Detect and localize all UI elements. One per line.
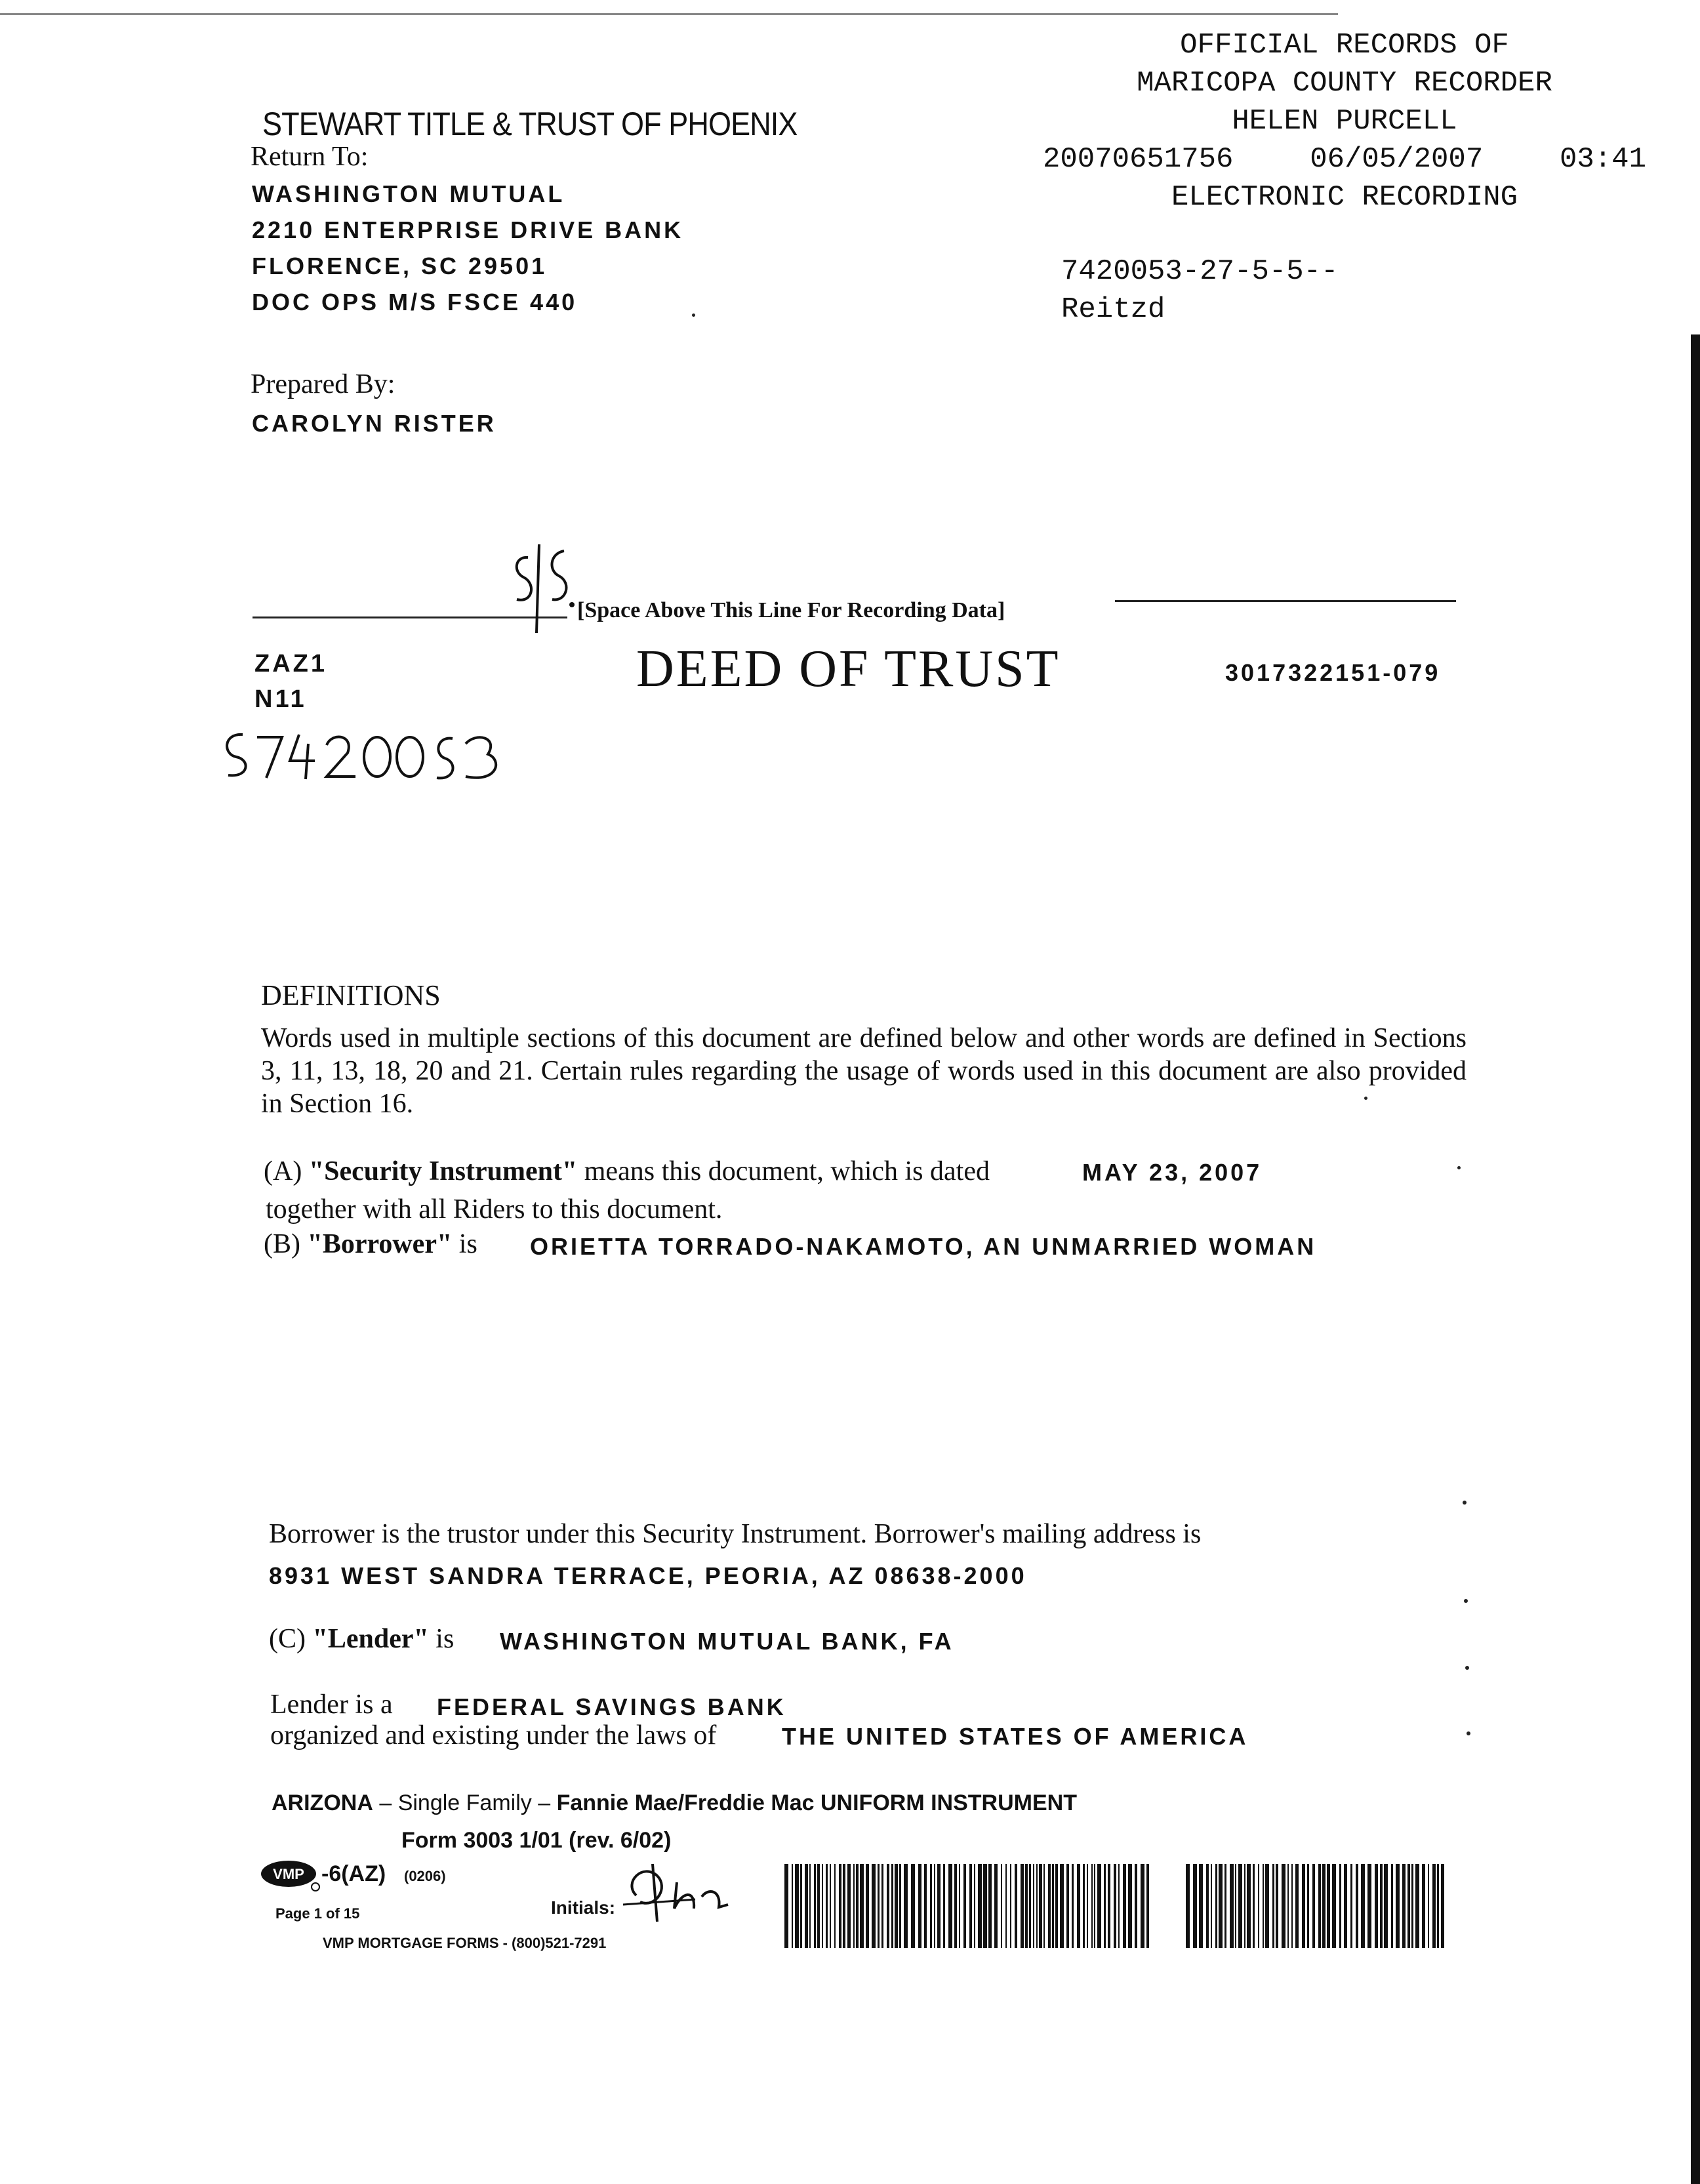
- barcode-bar: [1295, 1864, 1299, 1948]
- scan-speck: [1364, 1097, 1367, 1100]
- barcode-bar: [948, 1864, 952, 1948]
- footer-single-family: – Single Family –: [373, 1790, 557, 1815]
- barcode-bar: [1332, 1864, 1336, 1948]
- barcode-bar: [1287, 1864, 1289, 1948]
- scan-speck: [1463, 1501, 1467, 1505]
- barcode-bar: [1318, 1864, 1321, 1948]
- barcode-bar: [1033, 1864, 1034, 1948]
- barcode-bar: [1380, 1864, 1383, 1948]
- barcode-left: [784, 1864, 1152, 1948]
- barcode-bar: [1083, 1864, 1085, 1948]
- barcode-bar: [1048, 1864, 1051, 1948]
- document-title: DEED OF TRUST: [636, 640, 1061, 698]
- barcode-bar: [1055, 1864, 1058, 1948]
- scan-speck: [1467, 1731, 1470, 1735]
- initials-label: Initials:: [551, 1897, 616, 1918]
- barcode-bar: [974, 1864, 975, 1948]
- barcode-bar: [1087, 1864, 1088, 1948]
- definition-b-prefix: (B): [264, 1229, 308, 1259]
- barcode-bar: [1302, 1864, 1305, 1948]
- barcode-bar: [963, 1864, 966, 1948]
- initials-signature: [617, 1856, 748, 1928]
- borrower-mailing-address: 8931 WEST SANDRA TERRACE, PEORIA, AZ 08638-2000: [269, 1562, 1027, 1589]
- barcode-bar: [994, 1864, 998, 1948]
- return-to-label: Return To:: [251, 142, 369, 172]
- form-code-line1: ZAZ1: [254, 650, 327, 677]
- record-line: [1043, 140, 1646, 178]
- barcode-bar: [1001, 1864, 1002, 1948]
- barcode-bar: [1272, 1864, 1274, 1948]
- form-codes: [254, 646, 327, 717]
- barcode-bar: [911, 1864, 915, 1948]
- barcode-bar: [1146, 1864, 1149, 1948]
- barcode-bar: [830, 1864, 831, 1948]
- barcode-bar: [1206, 1864, 1209, 1948]
- barcode-bar: [1356, 1864, 1358, 1948]
- barcode-bar: [1407, 1864, 1410, 1948]
- barcode-bar: [978, 1864, 982, 1948]
- barcode-bar: [1253, 1864, 1255, 1948]
- vmp-phone: VMP MORTGAGE FORMS - (800)521-7291: [323, 1935, 607, 1951]
- barcode-bar: [1091, 1864, 1093, 1948]
- form-code-line2: N11: [254, 685, 307, 713]
- barcode-bar: [930, 1864, 932, 1948]
- barcode-bar: [1186, 1864, 1190, 1948]
- barcode-bar: [1025, 1864, 1028, 1948]
- barcode-bar: [937, 1864, 941, 1948]
- barcode-bar: [1367, 1864, 1371, 1948]
- barcode-bar: [817, 1864, 820, 1948]
- footer-form-description: [272, 1790, 1077, 1816]
- barcode-bar: [887, 1864, 889, 1948]
- barcode-bar: [1415, 1864, 1419, 1948]
- barcode-bar: [834, 1864, 836, 1948]
- recorder-reference: [1061, 253, 1338, 329]
- recording-rule-right: [1115, 600, 1456, 602]
- barcode-bar: [1118, 1864, 1120, 1948]
- barcode-bar: [822, 1864, 823, 1948]
- barcode-bar: [866, 1864, 869, 1948]
- barcode-bar: [1291, 1864, 1293, 1948]
- barcode-bar: [1441, 1864, 1444, 1948]
- barcode-bar: [1244, 1864, 1245, 1948]
- mailing-address-sentence: Borrower is the trustor under this Security Instrument. Borrower's mailing address is: [269, 1519, 1202, 1549]
- vmp-form-code: -6(AZ): [321, 1861, 386, 1886]
- definition-c-prefix: (C): [269, 1624, 313, 1654]
- scan-speck: [1457, 1166, 1461, 1169]
- barcode-bar: [1052, 1864, 1054, 1948]
- scan-top-edge: [0, 13, 1338, 15]
- barcode-bar: [872, 1864, 876, 1948]
- barcode-bar: [1193, 1864, 1197, 1948]
- definition-b-text: is: [452, 1229, 477, 1259]
- barcode-bar: [1108, 1864, 1110, 1948]
- recorder-ref-code: 7420053-27-5-5--: [1061, 255, 1339, 288]
- barcode-bar: [800, 1864, 802, 1948]
- barcode-bar: [1428, 1864, 1429, 1948]
- barcode-bar: [843, 1864, 845, 1948]
- definition-a-term: "Security Instrument": [308, 1156, 578, 1186]
- barcode-bar: [1432, 1864, 1436, 1948]
- barcode-bar: [1021, 1864, 1024, 1948]
- barcode-bar: [1072, 1864, 1074, 1948]
- barcode-bar: [1066, 1864, 1069, 1948]
- definition-c: [269, 1623, 454, 1655]
- barcode-bar: [1265, 1864, 1269, 1948]
- barcode-bar: [795, 1864, 799, 1948]
- barcode-bar: [1422, 1864, 1425, 1948]
- barcode-bar: [853, 1864, 855, 1948]
- handwritten-initials-mark: [498, 531, 584, 636]
- definitions-intro: Words used in multiple sections of this document are defined below and other words are defined in Sections 3, 11, 13, 18, 20 and 21. Certain rules regarding the usage of words used in this document are also provided in Section 16.: [261, 1023, 1467, 1119]
- barcode-bar: [1276, 1864, 1278, 1948]
- scan-speck: [692, 313, 695, 317]
- barcode-bar: [983, 1864, 987, 1948]
- barcode-bar: [1361, 1864, 1365, 1948]
- definition-a-continuation: together with all Riders to this document.: [266, 1194, 723, 1224]
- barcode-bar: [826, 1864, 828, 1948]
- barcode-bar: [1238, 1864, 1242, 1948]
- barcode-bar: [1263, 1864, 1264, 1948]
- borrower-name: ORIETTA TORRADO-NAKAMOTO, AN UNMARRIED WOMAN: [530, 1233, 1317, 1260]
- barcode-bar: [1114, 1864, 1116, 1948]
- barcode-bar: [881, 1864, 883, 1948]
- barcode-bar: [954, 1864, 957, 1948]
- prepared-by-label: Prepared By:: [251, 369, 395, 399]
- recorder-line2: MARICOPA COUNTY RECORDER: [1137, 67, 1552, 100]
- barcode-bar: [1005, 1864, 1007, 1948]
- footer-state: ARIZONA: [272, 1790, 373, 1815]
- barcode-bar: [1282, 1864, 1285, 1948]
- barcode-bar: [1396, 1864, 1400, 1948]
- prepared-by-name: CAROLYN RISTER: [252, 410, 496, 437]
- barcode-bar: [1312, 1864, 1315, 1948]
- barcode-bar: [969, 1864, 972, 1948]
- handwritten-escrow-number: [216, 715, 505, 787]
- barcode-bar: [839, 1864, 841, 1948]
- barcode-bar: [878, 1864, 880, 1948]
- vmp-logo-text: VMP: [273, 1866, 304, 1882]
- barcode-bar: [1258, 1864, 1259, 1948]
- barcode-bar: [1029, 1864, 1031, 1948]
- definition-a-prefix: (A): [264, 1156, 309, 1186]
- barcode-bar: [943, 1864, 945, 1948]
- barcode-right: [1186, 1864, 1448, 1948]
- vmp-logo-icon: [259, 1858, 321, 1892]
- barcode-bar: [1199, 1864, 1203, 1948]
- record-date: 06/05/2007: [1310, 143, 1484, 176]
- barcode-bar: [934, 1864, 935, 1948]
- barcode-bar: [895, 1864, 898, 1948]
- barcode-bar: [1036, 1864, 1038, 1948]
- barcode-bar: [1128, 1864, 1132, 1948]
- footer-form-number: Form 3003 1/01 (rev. 6/02): [401, 1828, 672, 1853]
- barcode-bar: [814, 1864, 816, 1948]
- barcode-bar: [847, 1864, 851, 1948]
- lender-name: WASHINGTON MUTUAL BANK, FA: [500, 1628, 954, 1655]
- recording-space-label: [Space Above This Line For Recording Data]: [577, 598, 1005, 622]
- barcode-bar: [918, 1864, 921, 1948]
- barcode-bar: [1060, 1864, 1064, 1948]
- barcode-bar: [924, 1864, 927, 1948]
- barcode-bar: [1437, 1864, 1439, 1948]
- barcode-bar: [1141, 1864, 1144, 1948]
- definition-a: [264, 1156, 990, 1187]
- vmp-form-code-small: (0206): [404, 1868, 446, 1884]
- scan-edge-shadow: [1691, 334, 1700, 2184]
- barcode-bar: [1391, 1864, 1393, 1948]
- barcode-bar: [1215, 1864, 1217, 1948]
- barcode-bar: [1230, 1864, 1234, 1948]
- recorder-line3: HELEN PURCELL: [1232, 105, 1457, 138]
- barcode-bar: [1135, 1864, 1137, 1948]
- barcode-bar: [1411, 1864, 1413, 1948]
- barcode-bar: [805, 1864, 808, 1948]
- security-instrument-date: MAY 23, 2007: [1082, 1159, 1263, 1186]
- barcode-bar: [1344, 1864, 1347, 1948]
- return-to-address: [252, 176, 683, 320]
- barcode-bar: [988, 1864, 992, 1948]
- barcode-bar: [1350, 1864, 1352, 1948]
- barcode-bar: [860, 1864, 864, 1948]
- barcode-bar: [1219, 1864, 1223, 1948]
- barcode-bar: [1307, 1864, 1309, 1948]
- footer-uniform: Fannie Mae/Freddie Mac UNIFORM INSTRUMENT: [556, 1790, 1077, 1815]
- return-to-line: 2210 ENTERPRISE DRIVE BANK: [252, 216, 684, 243]
- barcode-bar: [1327, 1864, 1330, 1948]
- barcode-bar: [1211, 1864, 1212, 1948]
- barcode-bar: [1094, 1864, 1095, 1948]
- barcode-bar: [1224, 1864, 1226, 1948]
- definition-b: [264, 1228, 477, 1260]
- return-to-line: WASHINGTON MUTUAL: [252, 180, 565, 207]
- definitions-heading: DEFINITIONS: [261, 979, 441, 1011]
- barcode-bar: [1043, 1864, 1045, 1948]
- barcode-bar: [1015, 1864, 1017, 1948]
- barcode-bar: [784, 1864, 788, 1948]
- scan-speck: [1465, 1666, 1469, 1670]
- barcode-bar: [1247, 1864, 1251, 1948]
- barcode-bar: [1077, 1864, 1080, 1948]
- recorder-line1: OFFICIAL RECORDS OF: [1180, 29, 1509, 62]
- lender-is-label: Lender is a: [270, 1689, 393, 1720]
- barcode-bar: [899, 1864, 901, 1948]
- recorder-ref-user: Reitzd: [1061, 293, 1165, 326]
- return-to-line: DOC OPS M/S FSCE 440: [252, 289, 578, 315]
- barcode-bar: [809, 1864, 811, 1948]
- barcode-bar: [891, 1864, 893, 1948]
- barcode-bar: [1010, 1864, 1011, 1948]
- barcode-bar: [1235, 1864, 1236, 1948]
- barcode-bar: [856, 1864, 859, 1948]
- barcode-bar: [1097, 1864, 1101, 1948]
- lender-jurisdiction: THE UNITED STATES OF AMERICA: [782, 1723, 1249, 1750]
- barcode-bar: [1402, 1864, 1406, 1948]
- definition-c-term: "Lender": [312, 1624, 429, 1654]
- barcode-bar: [1104, 1864, 1106, 1948]
- barcode-bar: [1123, 1864, 1126, 1948]
- page-number: Page 1 of 15: [275, 1905, 360, 1922]
- barcode-bar: [904, 1864, 908, 1948]
- barcode-bar: [792, 1864, 793, 1948]
- record-time: 03:41: [1559, 143, 1646, 176]
- definition-b-term: "Borrower": [307, 1229, 453, 1259]
- recorder-block: [1043, 26, 1646, 216]
- barcode-bar: [1375, 1864, 1378, 1948]
- barcode-bar: [1322, 1864, 1326, 1948]
- recorder-line5: ELECTRONIC RECORDING: [1171, 181, 1518, 214]
- lender-type: FEDERAL SAVINGS BANK: [437, 1693, 786, 1720]
- return-to-line: FLORENCE, SC 29501: [252, 253, 548, 279]
- title-company-stamp: STEWART TITLE & TRUST OF PHOENIX: [262, 106, 798, 142]
- scan-speck: [1464, 1599, 1468, 1603]
- definition-c-text: is: [428, 1624, 455, 1654]
- definition-a-text: means this document, which is dated: [577, 1156, 990, 1186]
- organized-label: organized and existing under the laws of: [270, 1720, 717, 1750]
- barcode-bar: [1039, 1864, 1042, 1948]
- barcode-bar: [1339, 1864, 1341, 1948]
- loan-number: 3017322151-079: [1225, 659, 1441, 686]
- record-number: 20070651756: [1043, 143, 1234, 176]
- barcode-bar: [959, 1864, 960, 1948]
- barcode-bar: [1384, 1864, 1388, 1948]
